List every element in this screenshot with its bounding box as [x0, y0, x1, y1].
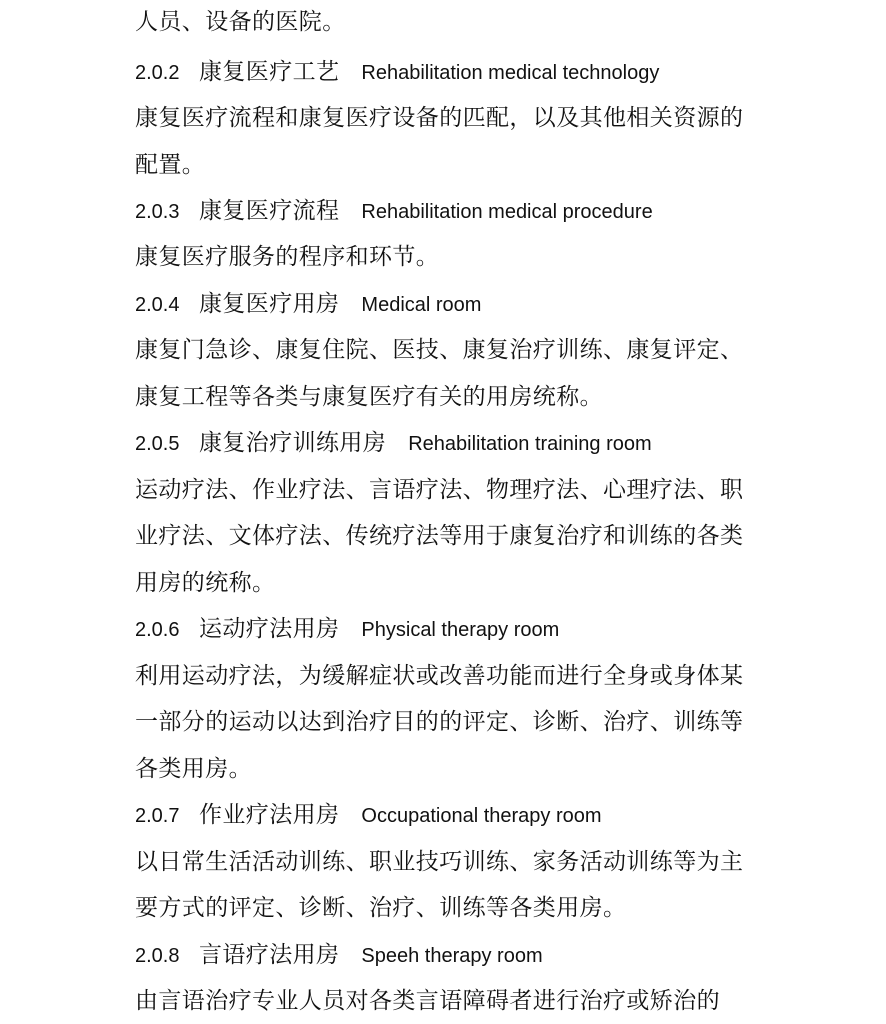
definition-line: 配置。: [135, 152, 206, 178]
definition-line: 以日常生活活动训练、职业技巧训练、家务活动训练等为主: [135, 849, 744, 875]
term-english: Medical room: [361, 294, 482, 316]
term-english: Rehabilitation training room: [408, 433, 652, 455]
definition-line: 康复门急诊、康复住院、医技、康复治疗训练、康复评定、: [135, 337, 744, 363]
term-heading-2-0-4: [135, 288, 481, 321]
term-english: Physical therapy room: [361, 619, 560, 641]
term-chinese: 康复医疗工艺: [199, 59, 340, 85]
term-number: 2.0.5: [135, 433, 180, 455]
definition-line: 康复医疗流程和康复医疗设备的匹配，以及其他相关资源的: [135, 105, 744, 131]
term-english: Rehabilitation medical technology: [361, 62, 660, 84]
definition-line: 一部分的运动以达到治疗目的的评定、诊断、治疗、训练等: [135, 709, 744, 735]
term-number: 2.0.8: [135, 945, 180, 967]
term-heading-2-0-7: [135, 799, 602, 832]
term-number: 2.0.2: [135, 62, 180, 84]
definition-line: 各类用房。: [135, 756, 252, 782]
term-chinese: 康复医疗用房: [199, 291, 340, 317]
term-number: 2.0.6: [135, 619, 180, 641]
term-heading-2-0-6: [135, 613, 559, 646]
term-number: 2.0.4: [135, 294, 180, 316]
term-chinese: 康复医疗流程: [199, 198, 340, 224]
definition-line: 要方式的评定、诊断、治疗、训练等各类用房。: [135, 895, 627, 921]
term-heading-2-0-2: [135, 56, 659, 89]
term-chinese: 作业疗法用房: [199, 802, 340, 828]
term-chinese: 康复治疗训练用房: [199, 430, 387, 456]
definition-line: 业疗法、文体疗法、传统疗法等用于康复治疗和训练的各类: [135, 523, 744, 549]
term-english: Speeh therapy room: [361, 945, 543, 967]
definition-line: 用房的统称。: [135, 570, 276, 596]
definition-line: 由言语治疗专业人员对各类言语障碍者进行治疗或矫治的: [135, 988, 720, 1014]
definition-line: 运动疗法、作业疗法、言语疗法、物理疗法、心理疗法、职: [135, 477, 744, 503]
term-number: 2.0.3: [135, 201, 180, 223]
term-heading-2-0-3: [135, 195, 653, 228]
term-heading-2-0-5: [135, 427, 652, 460]
term-english: Occupational therapy room: [361, 805, 602, 827]
term-chinese: 言语疗法用房: [199, 942, 340, 968]
continuation-line: 人员、设备的医院。: [135, 9, 346, 35]
term-heading-2-0-8: [135, 939, 543, 972]
term-chinese: 运动疗法用房: [199, 616, 340, 642]
term-number: 2.0.7: [135, 805, 180, 827]
definition-line: 康复工程等各类与康复医疗有关的用房统称。: [135, 384, 603, 410]
definition-line: 康复医疗服务的程序和环节。: [135, 244, 440, 270]
definition-line: 利用运动疗法，为缓解症状或改善功能而进行全身或身体某: [135, 663, 744, 689]
term-english: Rehabilitation medical procedure: [361, 201, 653, 223]
